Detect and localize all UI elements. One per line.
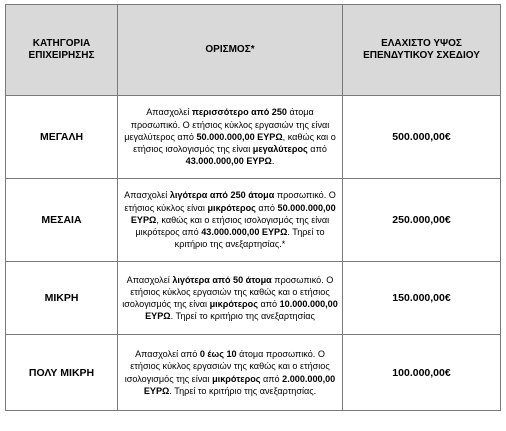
definition-text: Απασχολεί από: [135, 349, 200, 360]
definition-text: από: [257, 299, 280, 309]
category-cell: ΜΕΓΑΛΗ: [6, 96, 118, 179]
definition-text: .: [271, 156, 275, 167]
minimum-investment-cell: 100.000,00€: [343, 335, 501, 411]
definition-text: , καθώς και ο ετήσιος ισολογισμός της είναι: [133, 131, 336, 155]
definition-emphasis: 43.000.000,00 ΕΥΡΩ: [185, 156, 272, 167]
definition-text: . Τηρεί το κριτήριο της ανεξαρτησίας.*: [174, 227, 325, 250]
table-row: [6, 262, 501, 335]
definition-text: άτομα προσωπικό. Ο ετήσιος κύκλος εργασιών της είναι μεγαλύτερος από: [124, 107, 330, 142]
definition-cell: [118, 96, 343, 179]
definition-text: Απασχολεί: [124, 190, 170, 201]
definition-text: προσωπικό. Ο ετήσιος κύκλος είναι: [124, 190, 336, 213]
definition-emphasis: 0 έως 10: [199, 349, 237, 360]
definition-cell: [118, 179, 343, 262]
definition-text: , καθώς και ο ετήσιος ισολογισμός της είναι μικρότερος από: [135, 214, 330, 238]
definition-text: . Τηρεί το κριτήριο της ανεξαρτησίας: [170, 311, 315, 322]
header-definition: ΟΡΙΣΜΟΣ*: [118, 5, 343, 96]
table-row: [6, 96, 501, 179]
definition-emphasis: μεγαλύτερος: [252, 144, 308, 155]
definition-cell: [118, 335, 343, 411]
definition-emphasis: 2.000.000,00 ΕΥΡΩ: [143, 373, 336, 396]
definition-emphasis: 50.000.000,00 ΕΥΡΩ: [130, 202, 336, 225]
table-row: [6, 179, 501, 262]
header-minimum-investment: ΕΛΑΧΙΣΤΟ ΥΨΟΣ ΕΠΕΝΔΥΤΙΚΟΥ ΣΧΕΔΙΟΥ: [343, 5, 501, 96]
definition-text: Απασχολεί: [126, 274, 173, 285]
definition-emphasis: 50.000.000,00 ΕΥΡΩ: [196, 131, 283, 142]
definition-text: άτομα προσωπικό. Ο ετήσιος κύκλος εργασιών της καθώς και ο ετήσιος ισολογισμός της είναι: [124, 349, 330, 384]
category-cell: ΜΙΚΡΗ: [6, 262, 118, 335]
table-header-row: [6, 5, 501, 96]
definition-emphasis: περισσότερο από 250: [191, 107, 287, 118]
minimum-investment-cell: 500.000,00€: [343, 96, 501, 179]
definition-text: προσωπικό. Ο ετήσιος κύκλος εργασιών της καθώς και ο ετήσιος ισολογισμός της είναι: [122, 274, 334, 309]
definition-text: . Τηρεί το κριτήριο της ανεξαρτησίας.: [169, 385, 317, 396]
definition-emphasis: λιγότερα από 250 άτομα: [169, 190, 275, 201]
category-cell: ΠΟΛΥ ΜΙΚΡΗ: [6, 335, 118, 411]
table-row: [6, 335, 501, 411]
definition-text: από: [260, 373, 283, 384]
definition-emphasis: μικρότερος: [207, 202, 256, 213]
minimum-investment-cell: 150.000,00€: [343, 262, 501, 335]
header-category: ΚΑΤΗΓΟΡΙΑ ΕΠΙΧΕΙΡΗΣΗΣ: [6, 5, 118, 96]
definition-cell: [118, 262, 343, 335]
definition-emphasis: λιγότερα από 50 άτομα: [172, 274, 272, 285]
definition-emphasis: 43.000.000,00 ΕΥΡΩ: [201, 227, 288, 238]
category-cell: ΜΕΣΑΙΑ: [6, 179, 118, 262]
business-category-table: [5, 4, 501, 411]
definition-emphasis: μικρότερος: [209, 299, 258, 309]
definition-text: από: [307, 144, 327, 155]
definition-emphasis: 10.000.000,00 ΕΥΡΩ: [145, 299, 338, 322]
definition-text: Απασχολεί: [146, 107, 192, 118]
minimum-investment-cell: 250.000,00€: [343, 179, 501, 262]
definition-emphasis: μικρότερος: [212, 373, 261, 384]
definition-text: από: [255, 202, 278, 213]
